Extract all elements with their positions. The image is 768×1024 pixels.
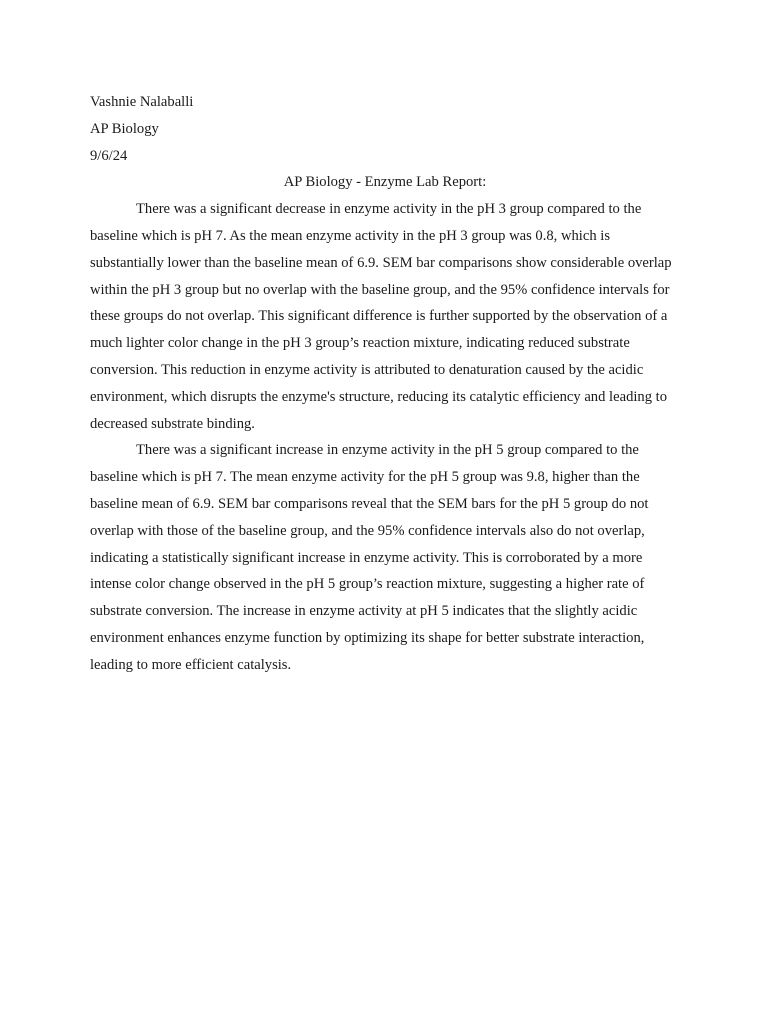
report-title: AP Biology - Enzyme Lab Report: [283, 174, 487, 191]
document-body [90, 89, 680, 679]
author-name: Vashnie Nalaballi [90, 94, 194, 110]
paragraph-ph3: There was a significant decrease in enzyme activity in the pH 3 group compared to the baseline which is pH 7. As the mean enzyme activity in the pH 3 group was 0.8, which is substantially lower than the baseline mean of 6.9. SEM bar comparisons show considerable overlap within the pH 3 group but no overlap with the baseline group, and the 95% confidence intervals for these groups do not overlap. This significant difference is further supported by the observation of a much lighter color change in the pH 3 group’s reaction mixture, indicating reduced substrate conversion. This reduction in enzyme activity is attributed to denaturation caused by the acidic environment, which disrupts the enzyme's structure, reducing its catalytic efficiency and leading to decreased substrate binding. [90, 201, 672, 432]
report-date: 9/6/24 [90, 147, 128, 164]
course-name: AP Biology [90, 120, 159, 137]
paragraph-ph5: There was a significant increase in enzyme activity in the pH 5 group compared to the baseline which is pH 7. The mean enzyme activity for the pH 5 group was 9.8, higher than the baseline mean of 6.9. SEM bar comparisons reveal that the SEM bars for the pH 5 group do not overlap with those of the baseline group, and the 95% confidence intervals also do not overlap, indicating a statistically significant increase in enzyme activity. This is corroborated by a more intense color change observed in the pH 5 group’s reaction mixture, suggesting a higher rate of substrate conversion. The increase in enzyme activity at pH 5 indicates that the slightly acidic environment enhances enzyme function by optimizing its shape for better substrate interaction, leading to more efficient catalysis. [90, 442, 649, 673]
